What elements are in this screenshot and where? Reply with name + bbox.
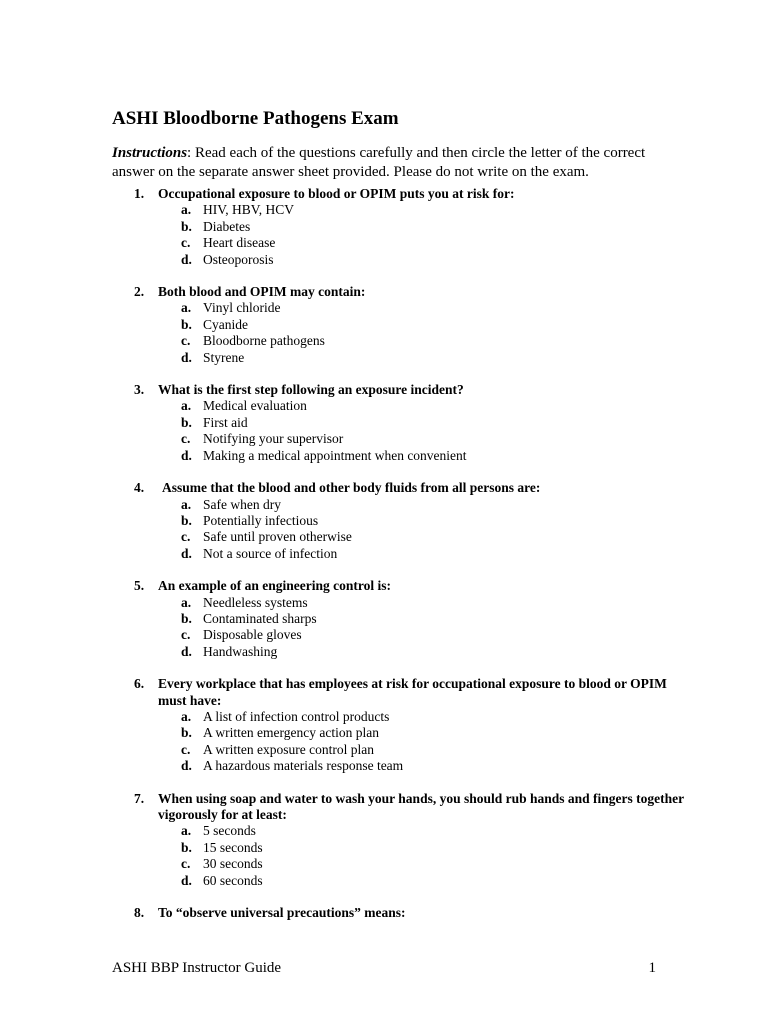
answer-option [158, 317, 692, 333]
question-number: 8. [134, 905, 145, 921]
option-text: Needleless systems [203, 594, 308, 610]
answer-option [158, 431, 692, 447]
answer-option [158, 202, 692, 218]
option-letter: b. [181, 218, 192, 234]
option-letter: a. [181, 823, 192, 839]
option-text: Not a source of infection [203, 545, 338, 561]
question-item [112, 382, 692, 464]
answer-option [158, 644, 692, 660]
option-letter: a. [181, 202, 192, 218]
option-text: Notifying your supervisor [203, 431, 344, 447]
answer-option [158, 350, 692, 366]
question-text: When using soap and water to wash your hands, you should rub hands and fingers together vigorously for at least: [158, 790, 684, 822]
option-text: 60 seconds [203, 872, 263, 888]
answer-option [158, 595, 692, 611]
answer-option [158, 758, 692, 774]
question-item [112, 480, 692, 562]
answer-option [158, 856, 692, 872]
answer-option [158, 300, 692, 316]
option-letter: d. [181, 872, 192, 888]
option-letter: d. [181, 758, 192, 774]
option-text: Making a medical appointment when convenient [203, 447, 467, 463]
answer-option [158, 529, 692, 545]
option-letter: a. [181, 708, 192, 724]
question-text: Assume that the blood and other body fluids from all persons are: [162, 480, 541, 496]
option-letter: b. [181, 610, 192, 626]
option-letter: c. [181, 856, 191, 872]
option-letter: b. [181, 725, 192, 741]
answer-option [158, 235, 692, 251]
question-number: 6. [134, 676, 145, 692]
question-text: Occupational exposure to blood or OPIM puts you at risk for: [158, 186, 515, 201]
option-letter: d. [181, 643, 192, 659]
answer-option [158, 415, 692, 431]
answer-option [158, 546, 692, 562]
option-list [158, 709, 692, 775]
option-letter: d. [181, 251, 192, 267]
question-item [112, 578, 692, 660]
question-item [112, 791, 692, 889]
option-list [158, 823, 692, 889]
option-text: 30 seconds [203, 856, 263, 872]
option-text: First aid [203, 414, 248, 430]
answer-option [158, 448, 692, 464]
option-letter: d. [181, 545, 192, 561]
option-text: Bloodborne pathogens [203, 333, 325, 349]
option-text: Medical evaluation [203, 398, 307, 414]
question-item [112, 676, 692, 774]
answer-option [158, 611, 692, 627]
option-list [158, 595, 692, 661]
answer-option [158, 627, 692, 643]
option-text: A list of infection control products [203, 708, 390, 724]
question-number: 5. [134, 578, 145, 594]
option-text: 15 seconds [203, 839, 263, 855]
option-letter: a. [181, 398, 192, 414]
question-number: 3. [134, 382, 145, 398]
option-letter: b. [181, 512, 192, 528]
question-text: What is the first step following an exposure incident? [158, 382, 464, 398]
option-text: Contaminated sharps [203, 610, 317, 626]
question-text: Every workplace that has employees at risk for occupational exposure to blood or OPIM must have: [158, 676, 667, 708]
footer-title: ASHI BBP Instructor Guide [112, 960, 282, 976]
answer-option [158, 513, 692, 529]
answer-option [158, 497, 692, 513]
option-text: Handwashing [203, 643, 278, 659]
answer-option [158, 840, 692, 856]
option-letter: d. [181, 349, 192, 365]
option-letter: a. [181, 594, 192, 610]
question-list [112, 186, 692, 937]
option-letter: b. [181, 316, 192, 332]
option-list [158, 398, 692, 464]
option-text: Cyanide [203, 316, 248, 332]
option-text: Osteoporosis [203, 251, 274, 267]
question-text: Both blood and OPIM may contain: [158, 284, 366, 300]
page-number: 1 [648, 960, 656, 976]
question-number: 7. [134, 790, 145, 806]
option-text: Vinyl chloride [203, 300, 281, 316]
answer-option [158, 873, 692, 889]
option-text: Potentially infectious [203, 512, 319, 528]
option-text: HIV, HBV, HCV [203, 202, 295, 218]
question-text: To “observe universal precautions” means: [158, 905, 406, 921]
answer-option [158, 742, 692, 758]
answer-option [158, 219, 692, 235]
option-text: Diabetes [203, 218, 251, 234]
option-text: A written emergency action plan [203, 725, 379, 741]
question-item [112, 284, 692, 366]
option-text: Disposable gloves [203, 627, 302, 643]
option-letter: a. [181, 300, 192, 316]
question-number: 4. [134, 480, 145, 496]
option-letter: c. [181, 627, 191, 643]
option-list [158, 202, 692, 268]
option-text: A hazardous materials response team [203, 758, 404, 774]
question-text: An example of an engineering control is: [158, 578, 391, 594]
option-text: Safe when dry [203, 496, 281, 512]
instructions [112, 144, 672, 182]
instructions-text: : Read each of the questions carefully and then circle the letter of the correct answer on the separate answer sheet provided. Please do not write on the exam. [112, 145, 646, 180]
option-letter: a. [181, 496, 192, 512]
page-title: ASHI Bloodborne Pathogens Exam [112, 108, 399, 129]
answer-option [158, 252, 692, 268]
option-text: Safe until proven otherwise [203, 529, 352, 545]
option-text: 5 seconds [203, 823, 256, 839]
question-item [112, 186, 692, 268]
option-letter: c. [181, 741, 191, 757]
option-text: Heart disease [203, 235, 276, 251]
answer-option [158, 823, 692, 839]
answer-option [158, 333, 692, 349]
option-list [158, 300, 692, 366]
option-text: Styrene [203, 349, 245, 365]
option-letter: d. [181, 447, 192, 463]
instructions-label: Instructions [112, 145, 188, 161]
option-list [158, 497, 692, 563]
option-letter: c. [181, 529, 191, 545]
option-letter: c. [181, 235, 191, 251]
question-item [112, 905, 692, 921]
answer-option [158, 398, 692, 414]
question-number: 2. [134, 284, 145, 300]
answer-option [158, 709, 692, 725]
option-text: A written exposure control plan [203, 741, 374, 757]
answer-option [158, 725, 692, 741]
question-number: 1. [134, 186, 145, 201]
option-letter: c. [181, 333, 191, 349]
option-letter: b. [181, 414, 192, 430]
option-letter: c. [181, 431, 191, 447]
option-letter: b. [181, 839, 192, 855]
